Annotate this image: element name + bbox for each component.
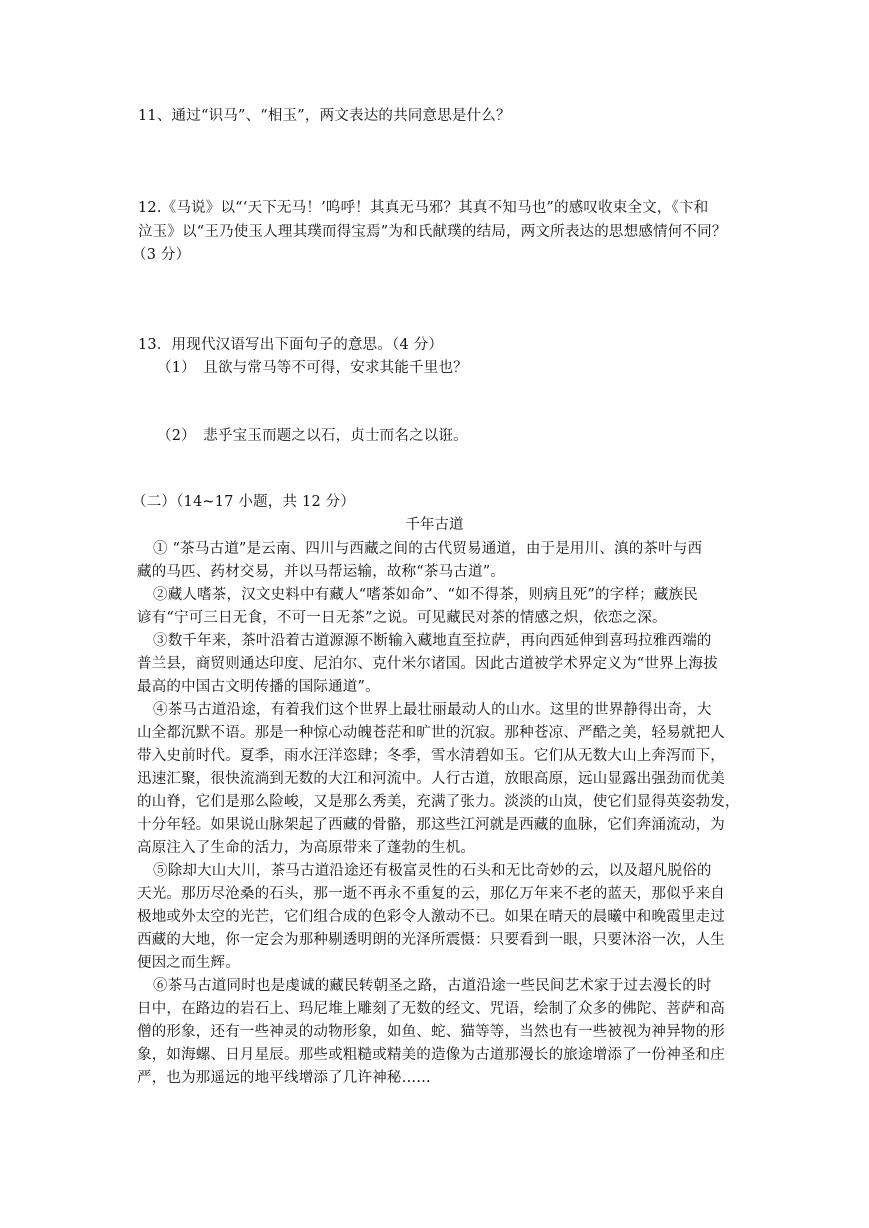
passage-line: ④茶马古道沿途，有着我们这个世界上最壮丽最动人的山水。这里的世界静得出奇，大 <box>153 702 712 718</box>
question-12-line-3: （3 分） <box>132 247 191 263</box>
passage-line: 便因之而生辉。 <box>137 955 240 971</box>
passage-line: 的山脊，它们是那么险峻，又是那么秀美，充满了张力。淡淡的山岚，使它们显得英姿勃发， <box>137 794 740 810</box>
passage-line: 象，如海螺、日月星辰。那些或粗糙或精美的造像为古道那漫长的旅途增添了一份神圣和庄 <box>137 1047 725 1063</box>
passage-line: 普兰县，商贸则通达印度、尼泊尔、克什米尔诸国。因此古道被学术界定义为“世界上海拔 <box>137 656 718 672</box>
passage-line: ②藏人嗜茶，汉文史料中有藏人“嗜茶如命”、“如不得茶，则病且死”的字样；藏族民 <box>153 587 698 603</box>
passage-line: 最高的中国古文明传播的国际通道”。 <box>137 679 380 695</box>
passage-line: 十分年轻。如果说山脉架起了西藏的骨骼，那这些江河就是西藏的血脉，它们奔涌流动，为 <box>137 817 725 833</box>
question-13-item-2: （2） 悲乎宝玉而题之以石，贞士而名之以诳。 <box>157 428 468 444</box>
question-13-stem: 13．用现代汉语写出下面句子的意思。（4 分） <box>138 337 444 353</box>
question-13-item-1: （1） 且欲与常马等不可得，安求其能千里也？ <box>157 360 468 376</box>
passage-line: 西藏的大地，你一定会为那种剔透明朗的光泽所震慑：只要看到一眼，只要沐浴一次，人生 <box>137 932 725 948</box>
passage-line: 带入史前时代。夏季，雨水汪洋恣肆；冬季，雪水清碧如玉。它们从无数大山上奔泻而下， <box>137 748 725 764</box>
passage-line: ⑥茶马古道同时也是虔诚的藏民转朝圣之路，古道沿途一些民间艺术家于过去漫长的时 <box>153 978 712 994</box>
passage-title: 千年古道 <box>405 517 464 533</box>
passage-line: 迅速汇聚，很快流淌到无数的大江和河流中。人行古道，放眼高原，远山显露出强劲而优美 <box>137 771 725 787</box>
passage-line: 严，也为那遥远的地平线增添了几许神秘…… <box>137 1070 431 1086</box>
passage-line: ⑤除却大山大川，茶马古道沿途还有极富灵性的石头和无比奇妙的云，以及超凡脱俗的 <box>153 863 712 879</box>
question-12-line-1: 12.《马说》以“‘天下无马！’呜呼！其真无马邪？其真不知马也”的感叹收束全文，《卞和 <box>138 200 709 216</box>
passage-line: 高原注入了生命的活力，为高原带来了蓬勃的生机。 <box>137 840 476 856</box>
passage-line: 日中，在路边的岩石上、玛尼堆上雕刻了无数的经文、咒语，绘制了众多的佛陀、菩萨和高 <box>137 1001 725 1017</box>
question-11: 11、通过“识马”、“相玉”，两文表达的共同意思是什么？ <box>138 108 511 124</box>
passage-line: 谚有“宁可三日无食，不可一日无茶”之说。可见藏民对茶的情感之炽，依恋之深。 <box>137 610 667 626</box>
passage-line: 极地或外太空的光芒，它们组合成的色彩令人激动不已。如果在晴天的晨曦中和晚霞里走过 <box>137 909 725 925</box>
section-header: （二）（14~17 小题，共 12 分） <box>132 494 356 510</box>
question-12-line-2: 泣玉》以“王乃使玉人理其璞而得宝焉”为和氏献璞的结局，两文所表达的思想感情何不同？ <box>138 224 727 240</box>
passage-line: 山全都沉默不语。那是一种惊心动魄苍茫和旷世的沉寂。那种苍凉、严酷之美，轻易就把人 <box>137 725 725 741</box>
passage-line: ③数千年来，茶叶沿着古道源源不断输入藏地直至拉萨，再向西延伸到喜玛拉雅西端的 <box>153 633 712 649</box>
passage-line: ① “茶马古道”是云南、四川与西藏之间的古代贸易通道，由于是用川、滇的茶叶与西 <box>153 541 703 557</box>
passage-line: 僧的形象，还有一些神灵的动物形象，如鱼、蛇、猫等等，当然也有一些被视为神异物的形 <box>137 1024 725 1040</box>
passage-line: 藏的马匹、药材交易，并以马帮运输，故称“茶马古道”。 <box>137 564 506 580</box>
passage-line: 天光。那历尽沧桑的石头，那一逝不再永不重复的云，那亿万年来不老的蓝天，那似乎来自 <box>137 886 725 902</box>
